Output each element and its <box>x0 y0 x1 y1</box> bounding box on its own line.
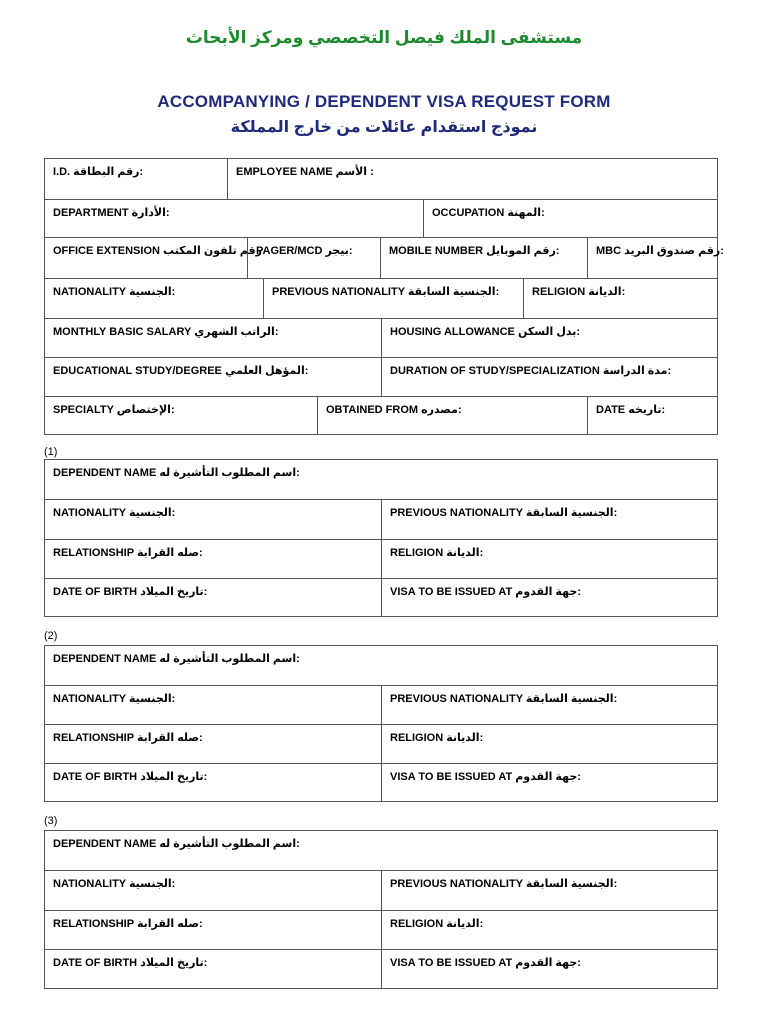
specialty-field[interactable]: SPECIALTY الإختصاص: <box>53 404 175 416</box>
employee-info-table <box>44 158 724 435</box>
dependent-previous-nationality-field[interactable]: PREVIOUS NATIONALITY الجنسية السابقة: <box>381 871 717 910</box>
date-field[interactable]: DATE تاريخه: <box>587 397 717 434</box>
dependent-nationality-field[interactable]: NATIONALITY الجنسية: <box>53 693 176 705</box>
dependent-3-table <box>44 830 718 989</box>
dependent-2-index: (2) <box>44 630 58 642</box>
dependent-religion-field[interactable]: RELIGION الديانة: <box>381 911 717 949</box>
religion-field[interactable]: RELIGION الديانة: <box>523 279 717 318</box>
mobile-number-field[interactable]: MOBILE NUMBER رقم الموبايل: <box>380 238 587 278</box>
obtained-from-field[interactable]: OBTAINED FROM مصدره: <box>317 397 587 434</box>
dependent-dob-field[interactable]: DATE OF BIRTH تاريخ الميلاد: <box>53 957 208 969</box>
dependent-name-field[interactable]: DEPENDENT NAME اسم المطلوب التأشيرة له: <box>53 653 300 665</box>
dependent-1-index: (1) <box>44 446 58 458</box>
dependent-visa-issued-at-field[interactable]: VISA TO BE ISSUED AT جهة القدوم: <box>381 950 717 988</box>
form-title-arabic: نموذج استقدام عائلات من خارج المملكة <box>230 119 538 136</box>
dependent-relationship-field[interactable]: RELATIONSHIP صله القرابة: <box>53 732 203 744</box>
dependent-dob-field[interactable]: DATE OF BIRTH تاريخ الميلاد: <box>53 771 208 783</box>
dependent-visa-issued-at-field[interactable]: VISA TO BE ISSUED AT جهة القدوم: <box>381 579 717 616</box>
nationality-field[interactable]: NATIONALITY الجنسية: <box>53 286 176 298</box>
employee-name-field[interactable]: EMPLOYEE NAME الأسم : <box>227 159 717 199</box>
dependent-nationality-field[interactable]: NATIONALITY الجنسية: <box>53 507 176 519</box>
office-extension-field[interactable]: OFFICE EXTENSION رقم تلفون المكتب <box>53 245 262 257</box>
dependent-nationality-field[interactable]: NATIONALITY الجنسية: <box>53 878 176 890</box>
dependent-dob-field[interactable]: DATE OF BIRTH تاريخ الميلاد: <box>53 586 208 598</box>
dependent-previous-nationality-field[interactable]: PREVIOUS NATIONALITY الجنسية السابقة: <box>381 500 717 539</box>
dependent-religion-field[interactable]: RELIGION الديانة: <box>381 725 717 763</box>
dependent-religion-field[interactable]: RELIGION الديانة: <box>381 540 717 578</box>
mbc-field[interactable]: MBC رقم صندوق البريد: <box>587 238 717 278</box>
id-field[interactable]: I.D. رقم البطاقة: <box>53 166 144 178</box>
hospital-name-arabic: مستشفى الملك فيصل التخصصي ومركز الأبحاث <box>185 28 583 47</box>
form-title: ACCOMPANYING / DEPENDENT VISA REQUEST FORM <box>157 92 611 111</box>
occupation-field[interactable]: OCCUPATION المهنة: <box>423 200 717 237</box>
department-field[interactable]: DEPARTMENT الأدارة: <box>53 207 170 219</box>
educational-degree-field[interactable]: EDUCATIONAL STUDY/DEGREE المؤهل العلمي: <box>53 365 309 377</box>
previous-nationality-field[interactable]: PREVIOUS NATIONALITY الجنسية السابقة: <box>263 279 523 318</box>
housing-allowance-field[interactable]: HOUSING ALLOWANCE بدل السكن: <box>381 319 717 357</box>
dependent-previous-nationality-field[interactable]: PREVIOUS NATIONALITY الجنسية السابقة: <box>381 686 717 724</box>
study-duration-field[interactable]: DURATION OF STUDY/SPECIALIZATION مدة الدراسة: <box>381 358 717 396</box>
dependent-3-index: (3) <box>44 815 58 827</box>
dependent-relationship-field[interactable]: RELATIONSHIP صله القرابة: <box>53 547 203 559</box>
monthly-salary-field[interactable]: MONTHLY BASIC SALARY الراتب الشهري: <box>53 326 279 338</box>
pager-field[interactable]: PAGER/MCD بيجر: <box>247 238 380 278</box>
dependent-2-table <box>44 645 718 802</box>
dependent-relationship-field[interactable]: RELATIONSHIP صله القرابة: <box>53 918 203 930</box>
dependent-1-table <box>44 459 718 617</box>
dependent-visa-issued-at-field[interactable]: VISA TO BE ISSUED AT جهة القدوم: <box>381 764 717 801</box>
dependent-name-field[interactable]: DEPENDENT NAME اسم المطلوب التأشيرة له: <box>53 467 300 479</box>
dependent-name-field[interactable]: DEPENDENT NAME اسم المطلوب التأشيرة له: <box>53 838 300 850</box>
